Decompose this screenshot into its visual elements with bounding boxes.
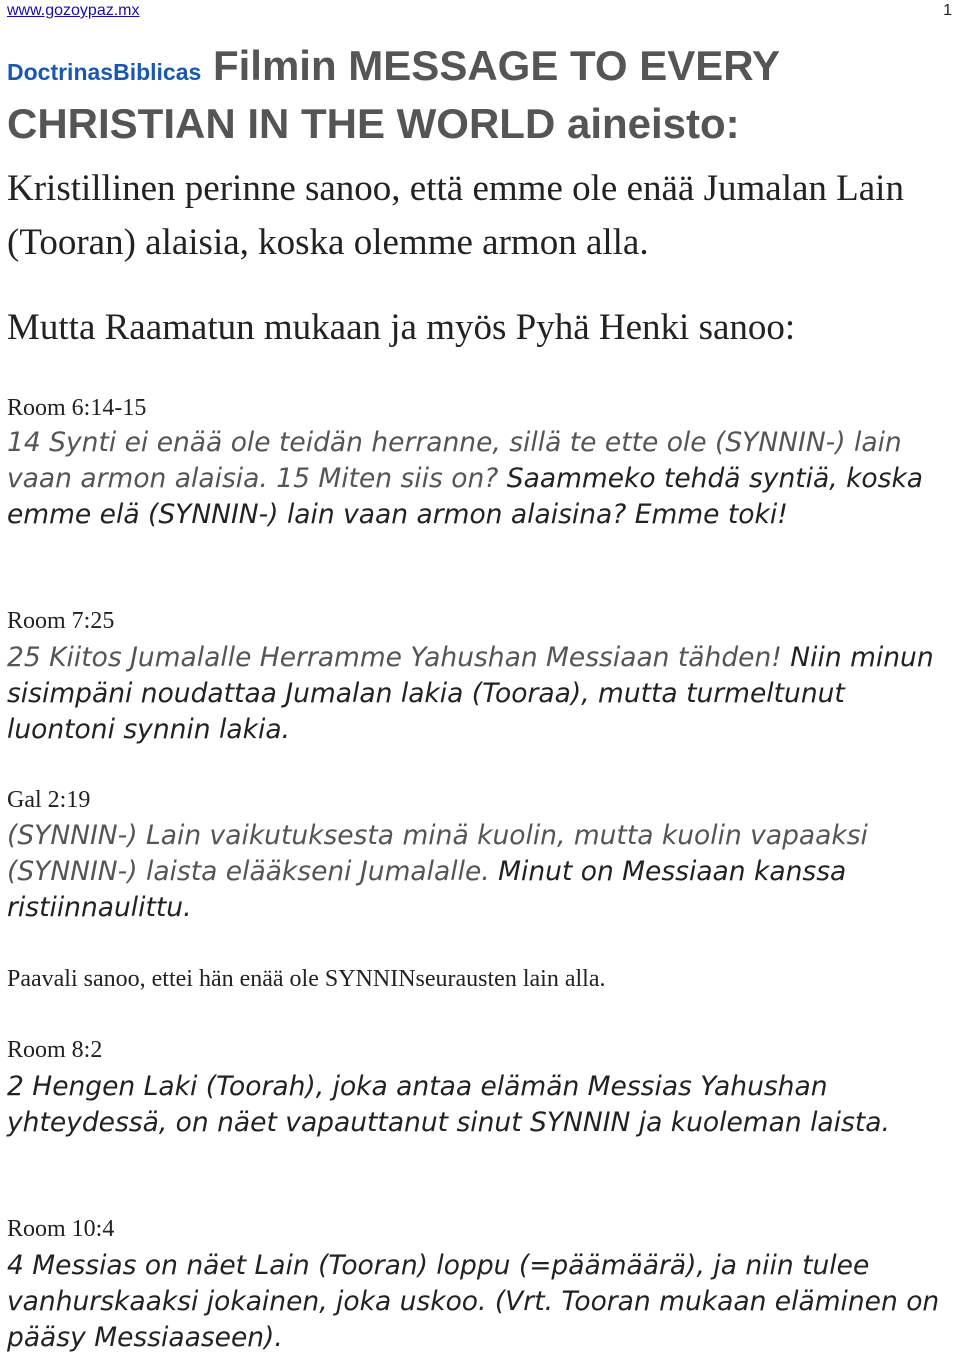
- site-name: DoctrinasBiblicas: [7, 59, 202, 85]
- verse-part-b: Saammeko tehdä syntiä, koska emme elä (SYNNIN-) lain vaan armon alaisina? Emme toki!: [7, 463, 924, 530]
- intro-but: Mutta Raamatun mukaan ja myös Pyhä Henki sanoo:: [7, 307, 796, 348]
- verse-part-b: Minut on Messiaan kanssa ristiinnaulittu.: [7, 856, 847, 923]
- verse-room-8-2: 2 Hengen Laki (Toorah), joka antaa elämän Messias Yahushan yhteydessä, on näet vapauttanut sinut SYNNIN ja kuoleman laista.: [7, 1071, 890, 1138]
- ref-room-6-14: Room 6:14-15: [7, 395, 147, 421]
- ref-gal-2-19: Gal 2:19: [7, 787, 91, 813]
- verse-part-a: 14 Synti ei enää ole teidän herranne, sillä te ette ole (SYNNIN-) lain vaan armon alaisia. 15 Miten siis on?: [7, 427, 902, 494]
- title-text: Filmin MESSAGE TO EVERY CHRISTIAN IN THE WORLD aineisto:: [7, 42, 780, 147]
- verse-room-10-4: 4 Messias on näet Lain (Tooran) loppu (=päämäärä), ja niin tulee vanhurskaaksi jokainen, joka uskoo. (Vrt. Tooran mukaan eläminen on pääsy Messiaaseen).: [7, 1250, 940, 1353]
- verse-room-7-25: [7, 640, 957, 748]
- ref-room-8-2: Room 8:2: [7, 1037, 103, 1063]
- page-number: 1: [943, 2, 952, 19]
- verse-room-6-14: [7, 425, 957, 533]
- ref-room-7-25: Room 7:25: [7, 608, 115, 634]
- document-title: [7, 40, 947, 150]
- ref-room-10-4: Room 10:4: [7, 1216, 115, 1242]
- verse-part-a: 25 Kiitos Jumalalle Herramme Yahushan Messiaan tähden!: [7, 642, 782, 673]
- paul-note: Paavali sanoo, ettei hän enää ole SYNNINseurausten lain alla.: [7, 966, 606, 992]
- verse-gal-2-19: [7, 818, 957, 926]
- verse-part-b: Niin minun sisimpäni noudattaa Jumalan lakia (Tooraa), mutta turmeltunut luontoni synnin lakia.: [7, 642, 934, 745]
- intro-tradition: Kristillinen perinne sanoo, että emme ole enää Jumalan Lain (Tooran) alaisia, koska olemme armon alla.: [7, 168, 904, 263]
- header-url-link[interactable]: www.gozoypaz.mx: [7, 2, 140, 19]
- verse-part-a: (SYNNIN-) Lain vaikutuksesta minä kuolin, mutta kuolin vapaaksi (SYNNIN-) laista elääkseni Jumalalle.: [7, 820, 868, 887]
